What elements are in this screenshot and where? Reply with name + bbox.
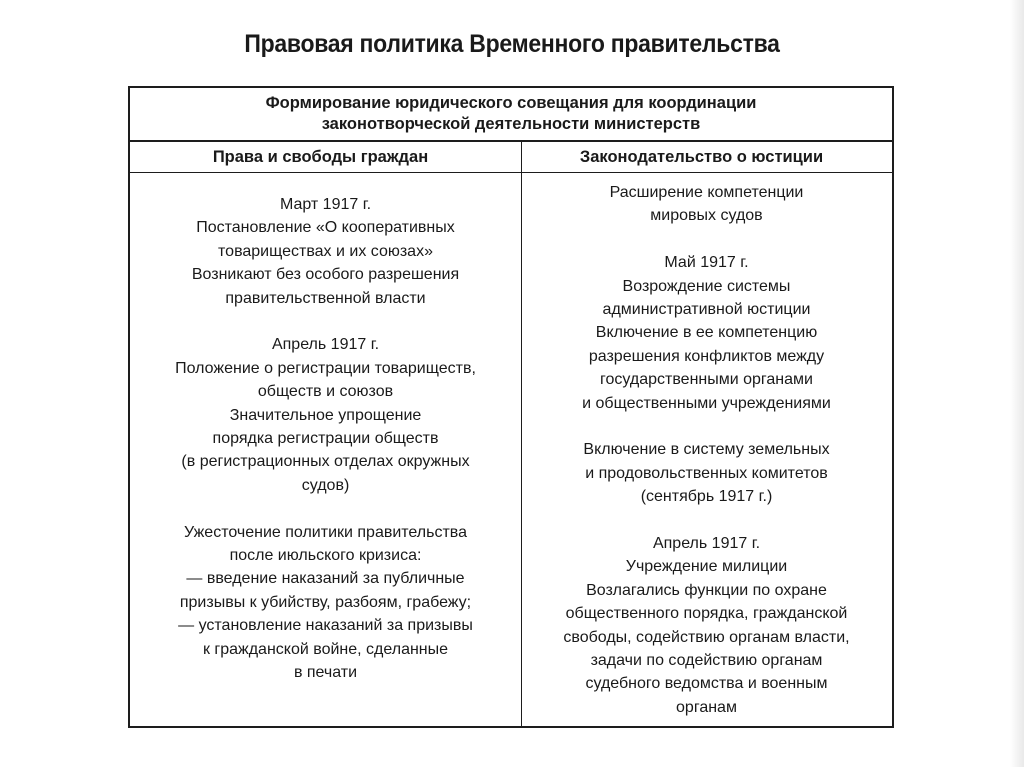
text-line: Март 1917 г. [279,196,372,213]
column-rights-content [130,173,521,726]
text-line: (в регистрационных отделах окружных [181,453,470,471]
text-line: судов) [301,476,350,494]
text-line: обществ и союзов [257,383,394,401]
text-line: призывы к убийству, разбоям, грабежу; [179,593,472,611]
column-headers [130,142,892,173]
text-line: Постановление «О кооперативных [196,219,455,237]
text-line: Апрель 1917 г. [271,336,380,354]
text-line: товариществах и их союзах» [218,242,433,260]
text-line: общественного порядка, гражданской [565,605,848,623]
table-top-header [130,88,892,142]
text-line: задачи по содействию органам [590,652,823,670]
text-line: — введение наказаний за публичные [186,570,465,588]
text-line: (сентябрь 1917 г.) [640,488,773,506]
text-line: свободы, содействию органам власти, [563,628,850,646]
text-line: Включение в ее компетенцию [595,324,818,342]
text-line: к гражданской войне, сделанные [202,640,449,658]
text-line: и продовольственных комитетов [585,464,828,482]
text-line: административной юстиции [602,301,811,319]
text-line: государственными органами [600,371,813,389]
text-line: Учреждение милиции [625,558,788,576]
page-title: Правовая политика Временного правительства [244,30,780,58]
column-header-rights: Права и свободы граждан [212,147,429,166]
policy-table [128,86,894,728]
column-justice-content [521,173,892,726]
text-line: судебного ведомства и военным [585,675,828,693]
text-line: органам [676,698,737,716]
slide-edge-shadow [1010,0,1024,767]
paragraph-gap [521,509,892,532]
top-header-line: законотворческой деятельности министерств [321,115,701,133]
paragraph-gap [130,310,521,333]
text-line: — установление наказаний за призывы [178,617,473,635]
top-header-line: Формирование юридического совещания для координации [265,94,757,112]
text-line: Май 1917 г. [664,254,749,272]
text-line: Возлагались функции по охране [586,581,827,599]
text-line: Положение о регистрации товариществ, [175,359,476,377]
text-line: Апрель 1917 г. [652,535,761,553]
text-line: мировых судов [650,207,763,225]
paragraph-gap [521,415,892,438]
paragraph-gap [521,228,892,251]
column-header-justice: Законодательство о юстиции [579,147,824,166]
text-line: после июльского кризиса: [229,547,422,565]
text-line: и общественными учреждениями [582,394,831,412]
text-line: правительственной власти [225,289,426,307]
text-line: порядка регистрации обществ [212,430,439,448]
text-line: Расширение компетенции [609,184,804,201]
text-line: Значительное упрощение [229,406,422,424]
text-line: в печати [293,664,358,682]
text-line: разрешения конфликтов между [588,347,825,365]
paragraph-gap [130,497,521,520]
text-line: Возрождение системы [622,277,791,295]
text-line: Возникают без особого разрешения [191,266,460,284]
text-line: Включение в систему земельных [583,441,830,459]
text-line: Ужесточение политики правительства [183,523,468,541]
